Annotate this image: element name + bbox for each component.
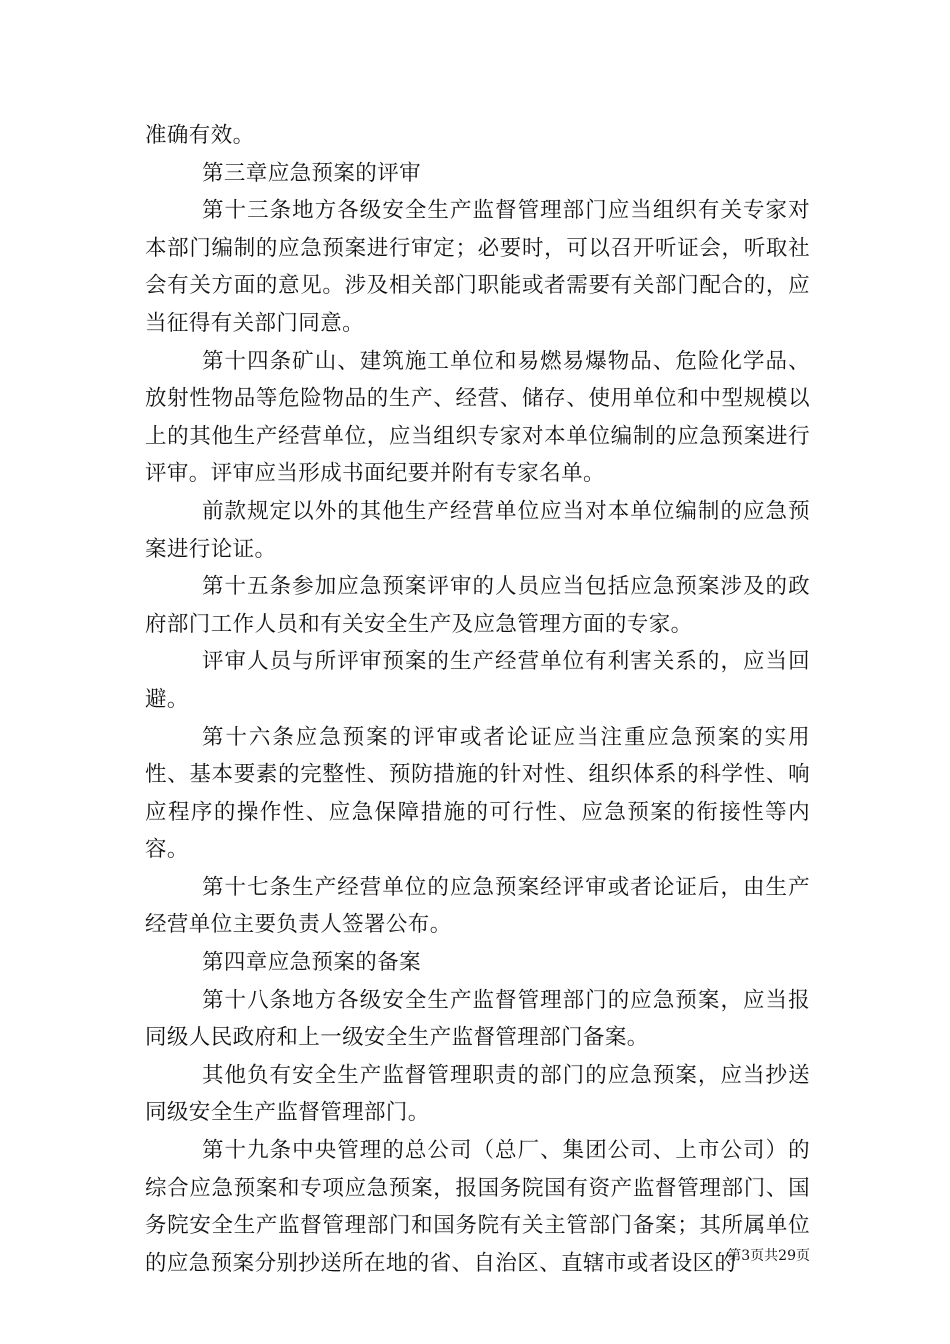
paragraph: 前款规定以外的其他生产经营单位应当对本单位编制的应急预案进行论证。 xyxy=(145,498,810,562)
paragraph: 第十九条中央管理的总公司（总厂、集团公司、上市公司）的综合应急预案和专项应急预案，报国务院国有资产监督管理部门、国务院安全生产监督管理部门和国务院有关主管部门备案；其所属单位的应急预案分别抄送所在地的省、自治区、直辖市或者设区的 xyxy=(145,1138,810,1276)
paragraph: 第十四条矿山、建筑施工单位和易燃易爆物品、危险化学品、放射性物品等危险物品的生产、经营、储存、使用单位和中型规模以上的其他生产经营单位，应当组织专家对本单位编制的应急预案进行评审。评审应当形成书面纪要并附有专家名单。 xyxy=(145,348,810,487)
paragraph: 评审人员与所评审预案的生产经营单位有利害关系的，应当回避。 xyxy=(145,649,810,712)
paragraph: 准确有效。 xyxy=(145,123,255,148)
paragraph: 第十五条参加应急预案评审的人员应当包括应急预案涉及的政府部门工作人员和有关安全生产及应急管理方面的专家。 xyxy=(145,574,810,637)
paragraph: 第十三条地方各级安全生产监督管理部门应当组织有关专家对本部门编制的应急预案进行审定；必要时，可以召开听证会，听取社会有关方面的意见。涉及相关部门职能或者需要有关部门配合的，应当征得有关部门同意。 xyxy=(145,198,810,336)
document-body xyxy=(145,117,810,1282)
paragraph: 第十八条地方各级安全生产监督管理部门的应急预案，应当报同级人民政府和上一级安全生产监督管理部门备案。 xyxy=(145,987,810,1051)
chapter-heading: 第三章应急预案的评审 xyxy=(202,160,422,186)
paragraph: 第十六条应急预案的评审或者论证应当注重应急预案的实用性、基本要素的完整性、预防措施的针对性、组织体系的科学性、响应程序的操作性、应急保障措施的可行性、应急预案的衔接性等内容。 xyxy=(145,724,810,863)
chapter-heading: 第四章应急预案的备案 xyxy=(202,950,422,976)
paragraph: 其他负有安全生产监督管理职责的部门的应急预案，应当抄送同级安全生产监督管理部门。 xyxy=(145,1062,810,1126)
page-number: 第3页共29页 xyxy=(727,1248,810,1264)
paragraph: 第十七条生产经营单位的应急预案经评审或者论证后，由生产经营单位主要负责人签署公布。 xyxy=(145,874,810,938)
